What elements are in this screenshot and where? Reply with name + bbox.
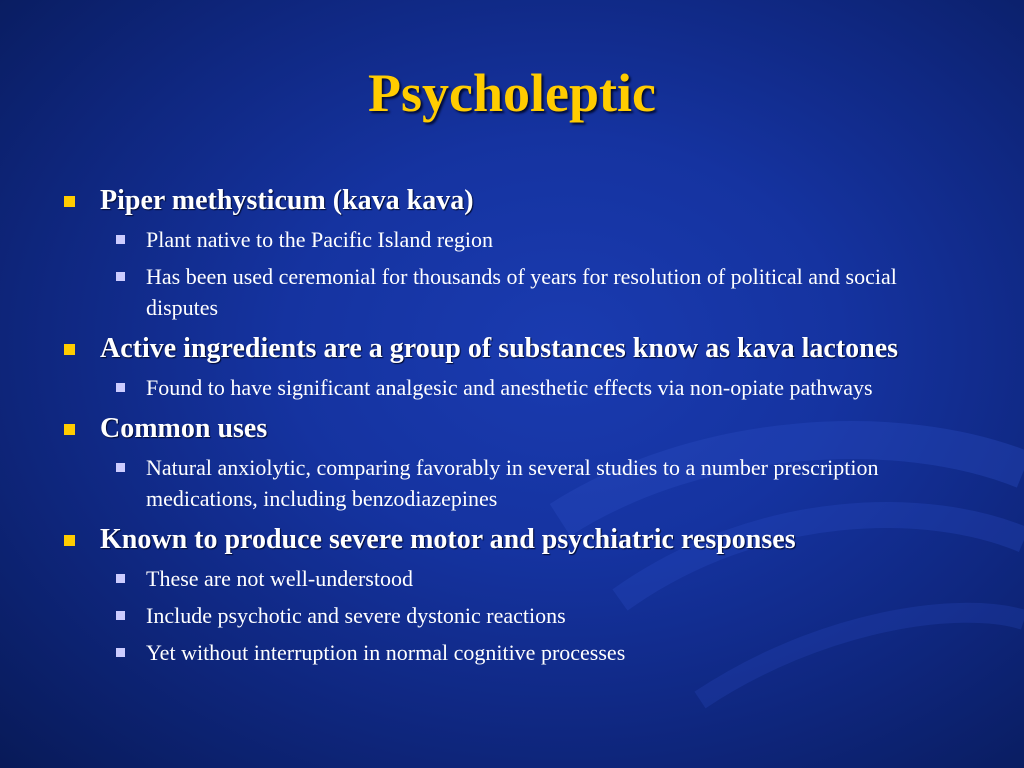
square-bullet-icon bbox=[116, 235, 125, 244]
sub-bullet-point bbox=[60, 372, 960, 403]
square-bullet-icon bbox=[116, 648, 125, 657]
sub-bullet-text: These are not well-understood bbox=[146, 566, 413, 591]
bullet-text: Common uses bbox=[100, 413, 268, 444]
bullet-text: Active ingredients are a group of substances know as kava lactones bbox=[100, 333, 899, 364]
sub-bullet-text: Has been used ceremonial for thousands of years for resolution of political and social disputes bbox=[146, 264, 897, 320]
bullet-text: Known to produce severe motor and psychiatric responses bbox=[100, 524, 796, 555]
square-bullet-icon bbox=[64, 424, 75, 435]
square-bullet-icon bbox=[64, 535, 75, 546]
square-bullet-icon bbox=[64, 344, 75, 355]
square-bullet-icon bbox=[116, 574, 125, 583]
sub-bullet-text: Include psychotic and severe dystonic reactions bbox=[146, 603, 566, 628]
sub-bullet-point bbox=[60, 224, 960, 255]
square-bullet-icon bbox=[116, 611, 125, 620]
bullet-point bbox=[60, 183, 960, 218]
sub-bullet-text: Plant native to the Pacific Island region bbox=[146, 227, 494, 252]
square-bullet-icon bbox=[116, 463, 125, 472]
bullet-text: Piper methysticum (kava kava) bbox=[100, 185, 474, 216]
sub-bullet-point bbox=[60, 261, 960, 323]
sub-bullet-point bbox=[60, 600, 960, 631]
square-bullet-icon bbox=[64, 196, 75, 207]
sub-bullet-point bbox=[60, 563, 960, 594]
bullet-point bbox=[60, 331, 960, 366]
sub-bullet-point bbox=[60, 637, 960, 668]
square-bullet-icon bbox=[116, 383, 125, 392]
bullet-point bbox=[60, 522, 960, 557]
slide-content bbox=[60, 183, 960, 668]
bullet-point bbox=[60, 411, 960, 446]
square-bullet-icon bbox=[116, 272, 125, 281]
sub-bullet-text: Natural anxiolytic, comparing favorably in several studies to a number prescription medications, including benzodiazepines bbox=[146, 455, 879, 511]
sub-bullet-text: Yet without interruption in normal cognitive processes bbox=[146, 640, 626, 665]
sub-bullet-text: Found to have significant analgesic and anesthetic effects via non-opiate pathways bbox=[146, 375, 873, 400]
sub-bullet-point bbox=[60, 452, 960, 514]
slide-title: Psycholeptic bbox=[368, 63, 656, 123]
